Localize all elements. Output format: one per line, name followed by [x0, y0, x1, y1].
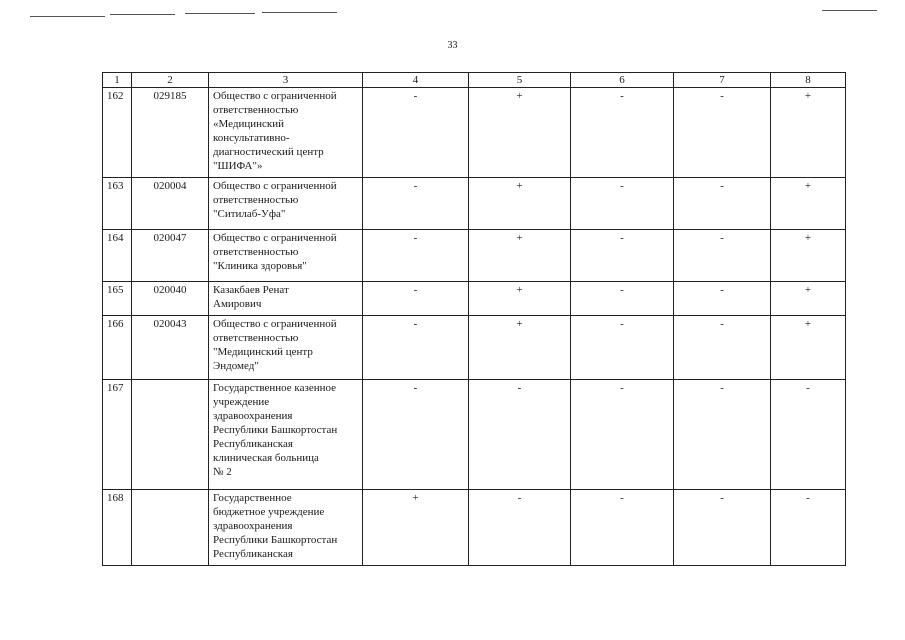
column-header-7: 7 — [674, 73, 771, 88]
registry-code-cell — [132, 380, 209, 490]
mark-cell-col-7: - — [674, 230, 771, 282]
column-header-6: 6 — [571, 73, 674, 88]
organization-name-cell: Общество с ограниченной ответственностью «Медицинский консультативно- диагностический центр "ШИФА"» — [209, 88, 363, 178]
organization-name-cell: Общество с ограниченной ответственностью "Медицинский центр Эндомед" — [209, 316, 363, 380]
table-row — [103, 178, 846, 230]
mark-cell-col-7: - — [674, 380, 771, 490]
registry-code-cell: 020047 — [132, 230, 209, 282]
row-number-cell: 163 — [103, 178, 132, 230]
mark-cell-col-4: - — [363, 282, 469, 316]
column-header-2: 2 — [132, 73, 209, 88]
column-header-4: 4 — [363, 73, 469, 88]
mark-cell-col-8: + — [771, 316, 846, 380]
table-row — [103, 490, 846, 566]
scan-artifact-top-right — [822, 10, 877, 11]
registry-code-cell — [132, 490, 209, 566]
organization-name-cell: Государственное казенное учреждение здравоохранения Республики Башкортостан Республиканская клиническая больница № 2 — [209, 380, 363, 490]
registry-code-cell: 020004 — [132, 178, 209, 230]
mark-cell-col-7: - — [674, 282, 771, 316]
organization-name-cell: Общество с ограниченной ответственностью "Клиника здоровья" — [209, 230, 363, 282]
mark-cell-col-8: + — [771, 178, 846, 230]
table-row — [103, 230, 846, 282]
registry-code-cell: 020040 — [132, 282, 209, 316]
row-number-cell: 167 — [103, 380, 132, 490]
mark-cell-col-8: - — [771, 490, 846, 566]
column-header-8: 8 — [771, 73, 846, 88]
column-header-5: 5 — [469, 73, 571, 88]
mark-cell-col-7: - — [674, 490, 771, 566]
organization-name-cell: Казакбаев Ренат Амирович — [209, 282, 363, 316]
registry-code-cell: 029185 — [132, 88, 209, 178]
table-row — [103, 380, 846, 490]
mark-cell-col-5: + — [469, 178, 571, 230]
page-number: 33 — [447, 40, 458, 51]
mark-cell-col-6: - — [571, 282, 674, 316]
mark-cell-col-6: - — [571, 178, 674, 230]
mark-cell-col-4: - — [363, 230, 469, 282]
mark-cell-col-8: - — [771, 380, 846, 490]
mark-cell-col-4: + — [363, 490, 469, 566]
mark-cell-col-6: - — [571, 88, 674, 178]
mark-cell-col-8: + — [771, 282, 846, 316]
row-number-cell: 162 — [103, 88, 132, 178]
mark-cell-col-4: - — [363, 88, 469, 178]
mark-cell-col-6: - — [571, 490, 674, 566]
table-header-row — [103, 73, 846, 88]
mark-cell-col-8: + — [771, 230, 846, 282]
column-header-1: 1 — [103, 73, 132, 88]
registry-code-cell: 020043 — [132, 316, 209, 380]
mark-cell-col-4: - — [363, 380, 469, 490]
table-row — [103, 316, 846, 380]
mark-cell-col-8: + — [771, 88, 846, 178]
table-row — [103, 88, 846, 178]
organization-name-cell: Государственное бюджетное учреждение здравоохранения Республики Башкортостан Республиканская — [209, 490, 363, 566]
mark-cell-col-5: - — [469, 490, 571, 566]
mark-cell-col-5: - — [469, 380, 571, 490]
organization-name-cell: Общество с ограниченной ответственностью "Ситилаб-Уфа" — [209, 178, 363, 230]
mark-cell-col-4: - — [363, 316, 469, 380]
mark-cell-col-6: - — [571, 230, 674, 282]
table-row — [103, 282, 846, 316]
row-number-cell: 164 — [103, 230, 132, 282]
mark-cell-col-6: - — [571, 380, 674, 490]
registry-table — [102, 72, 846, 566]
mark-cell-col-5: + — [469, 316, 571, 380]
row-number-cell: 168 — [103, 490, 132, 566]
mark-cell-col-4: - — [363, 178, 469, 230]
mark-cell-col-7: - — [674, 178, 771, 230]
mark-cell-col-5: + — [469, 282, 571, 316]
mark-cell-col-5: + — [469, 88, 571, 178]
row-number-cell: 166 — [103, 316, 132, 380]
row-number-cell: 165 — [103, 282, 132, 316]
mark-cell-col-7: - — [674, 88, 771, 178]
mark-cell-col-6: - — [571, 316, 674, 380]
mark-cell-col-5: + — [469, 230, 571, 282]
column-header-3: 3 — [209, 73, 363, 88]
mark-cell-col-7: - — [674, 316, 771, 380]
